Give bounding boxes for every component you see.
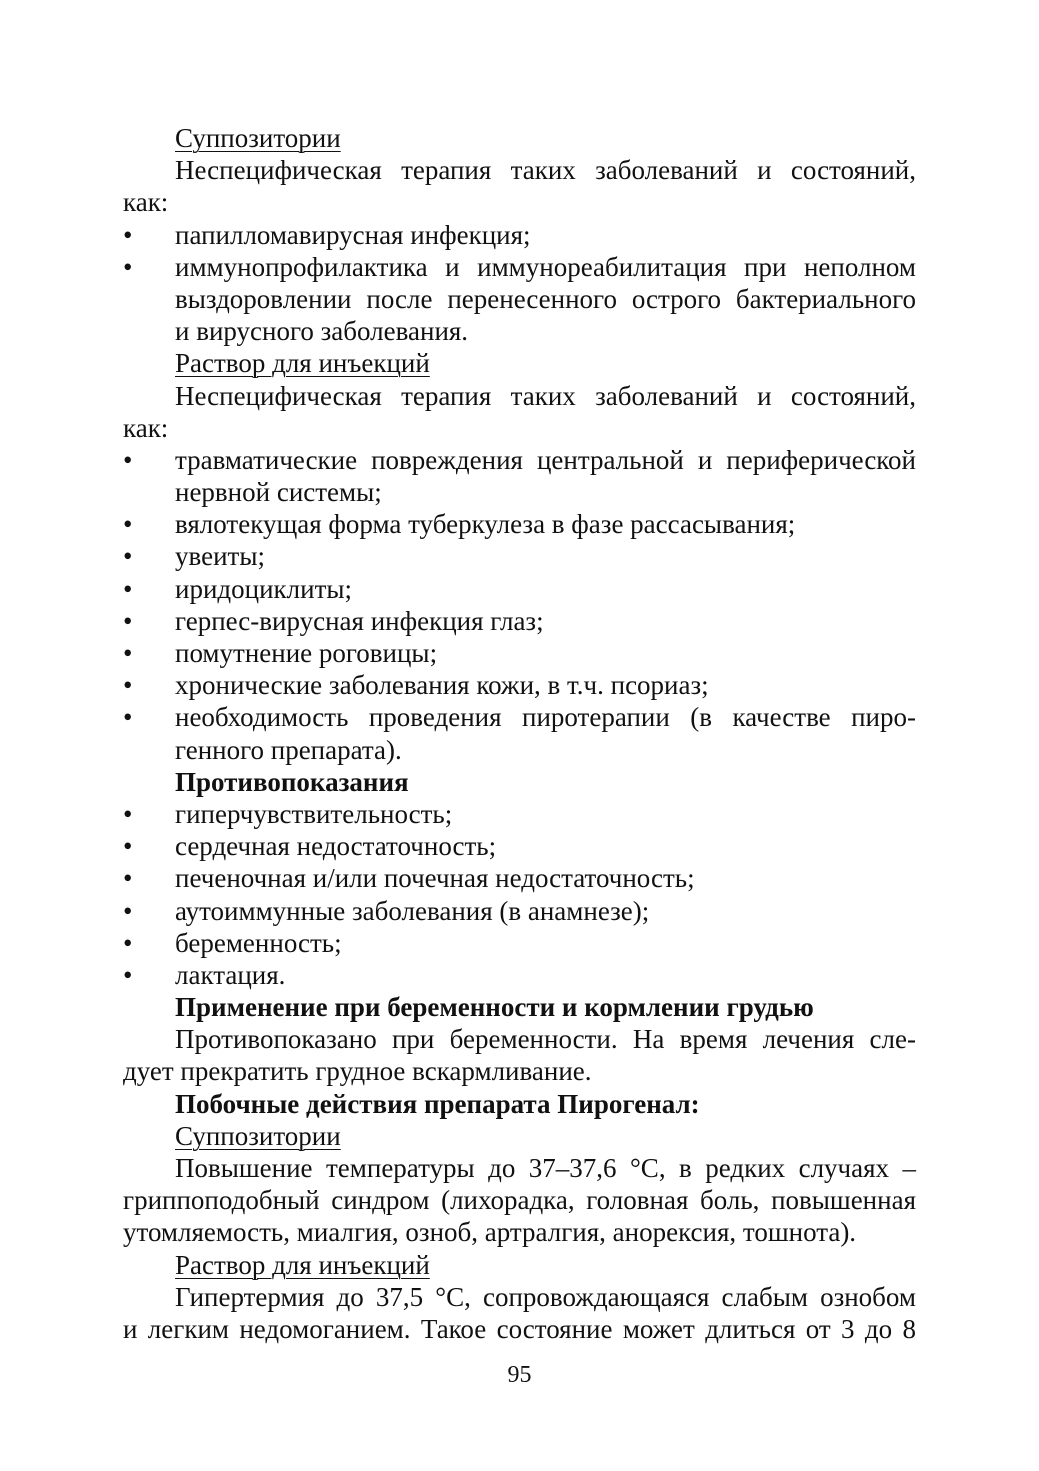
list-item [123, 476, 916, 508]
paragraph-line: Неспецифическая терапия таких заболеваний и состояний, [175, 155, 916, 186]
list-item-text: герпес-вирусная инфекция глаз; [175, 605, 544, 636]
side-effects-injection-heading [123, 1249, 916, 1281]
list-item-text: помутнение роговицы; [175, 638, 438, 668]
document-page [123, 122, 916, 1345]
side-effects-suppositories-heading [123, 1120, 916, 1152]
bullet-icon: • [123, 895, 133, 926]
paragraph-line: как: [123, 412, 169, 443]
list-item [123, 251, 916, 283]
list-item [123, 637, 916, 669]
section-heading-injection [123, 347, 916, 379]
list-item [123, 540, 916, 572]
pregnancy-heading: Применение при беременности и кормлении грудью [175, 992, 814, 1023]
list-item [123, 605, 916, 637]
list-item-text: выздоровлении после перенесенного острого бактериального [175, 283, 916, 314]
list-item-text: иридоциклиты; [175, 573, 353, 604]
bullet-icon: • [123, 509, 133, 540]
list-item-text: вялотекущая форма туберкулеза в фазе рассасывания; [175, 509, 796, 540]
list-item-text: папилломавирусная инфекция; [175, 219, 531, 250]
list-item-text: генного препарата). [175, 734, 402, 765]
bullet-icon: • [123, 927, 133, 958]
paragraph-line: Гипертермия до 37,5 °С, сопровождающаяся слабым ознобом [175, 1281, 916, 1312]
list-item [123, 701, 916, 733]
list-item-text: иммунопрофилактика и иммунореабилитация при неполном [175, 251, 916, 282]
paragraph-line: утомляемость, миалгия, озноб, артралгия, анорексия, тошнота). [123, 1217, 857, 1248]
bullet-icon: • [123, 798, 133, 829]
suppositories-indications-list [123, 219, 916, 348]
list-item [123, 669, 916, 701]
list-item [123, 573, 916, 605]
list-item [123, 830, 916, 862]
list-item [123, 862, 916, 894]
heading-text: Раствор для инъекций [175, 348, 430, 379]
list-item [123, 798, 916, 830]
bullet-icon: • [123, 702, 133, 733]
heading-text: Суппозитории [175, 123, 341, 153]
heading-text: Раствор для инъекций [175, 1249, 430, 1280]
list-item-text: сердечная недостаточность; [175, 831, 497, 862]
bullet-icon: • [123, 831, 133, 862]
bullet-icon: • [123, 605, 133, 636]
bullet-icon: • [123, 573, 133, 604]
list-item [123, 959, 916, 991]
paragraph-line: дует прекратить грудное вскармливание. [123, 1056, 592, 1087]
section-heading-suppositories [123, 122, 916, 154]
side-effects-heading: Побочные действия препарата Пирогенал: [175, 1088, 700, 1119]
list-item-text: хронические заболевания кожи, в т.ч. псориаз; [175, 670, 709, 701]
contraindications-list [123, 798, 916, 991]
list-item-text: беременность; [175, 927, 342, 958]
paragraph-line: Повышение температуры до 37–37,6 °С, в редких случаях – [175, 1153, 916, 1183]
list-item [123, 219, 916, 251]
list-item-text: нервной системы; [175, 477, 382, 508]
list-item [123, 508, 916, 540]
bullet-icon: • [123, 959, 133, 990]
list-item-text: необходимость проведения пиротерапии (в качестве пиро- [175, 702, 916, 733]
paragraph-line: как: [123, 187, 169, 218]
list-item-text: печеночная и/или почечная недостаточность; [175, 863, 695, 894]
list-item [123, 283, 916, 315]
bullet-icon: • [123, 444, 133, 475]
list-item [123, 895, 916, 927]
list-item-text: гиперчувствительность; [175, 798, 453, 829]
list-item-text: травматические повреждения центральной и периферической [175, 444, 916, 475]
page-number: 95 [507, 1362, 532, 1388]
list-item [123, 315, 916, 347]
injection-indications-list [123, 444, 916, 766]
bullet-icon: • [123, 863, 133, 894]
bullet-icon: • [123, 251, 133, 282]
bullet-icon: • [123, 541, 133, 572]
list-item [123, 444, 916, 476]
heading-text: Суппозитории [175, 1120, 341, 1151]
paragraph-line: Противопоказано при беременности. На время лечения сле- [175, 1024, 916, 1055]
list-item [123, 927, 916, 959]
paragraph-line: гриппоподобный синдром (лихорадка, головная боль, повышенная [123, 1185, 916, 1216]
bullet-icon: • [123, 638, 133, 668]
contraindications-heading: Противопоказания [175, 766, 409, 797]
list-item [123, 734, 916, 766]
list-item-text: и вирусного заболевания. [175, 316, 469, 347]
list-item-text: лактация. [175, 959, 286, 990]
paragraph-line: и легким недомоганием. Такое состояние может длиться от 3 до 8 [123, 1313, 916, 1344]
list-item-text: увеиты; [175, 541, 265, 572]
bullet-icon: • [123, 219, 133, 250]
paragraph-line: Неспецифическая терапия таких заболеваний и состояний, [175, 380, 916, 411]
bullet-icon: • [123, 670, 133, 701]
list-item-text: аутоиммунные заболевания (в анамнезе); [175, 895, 650, 926]
